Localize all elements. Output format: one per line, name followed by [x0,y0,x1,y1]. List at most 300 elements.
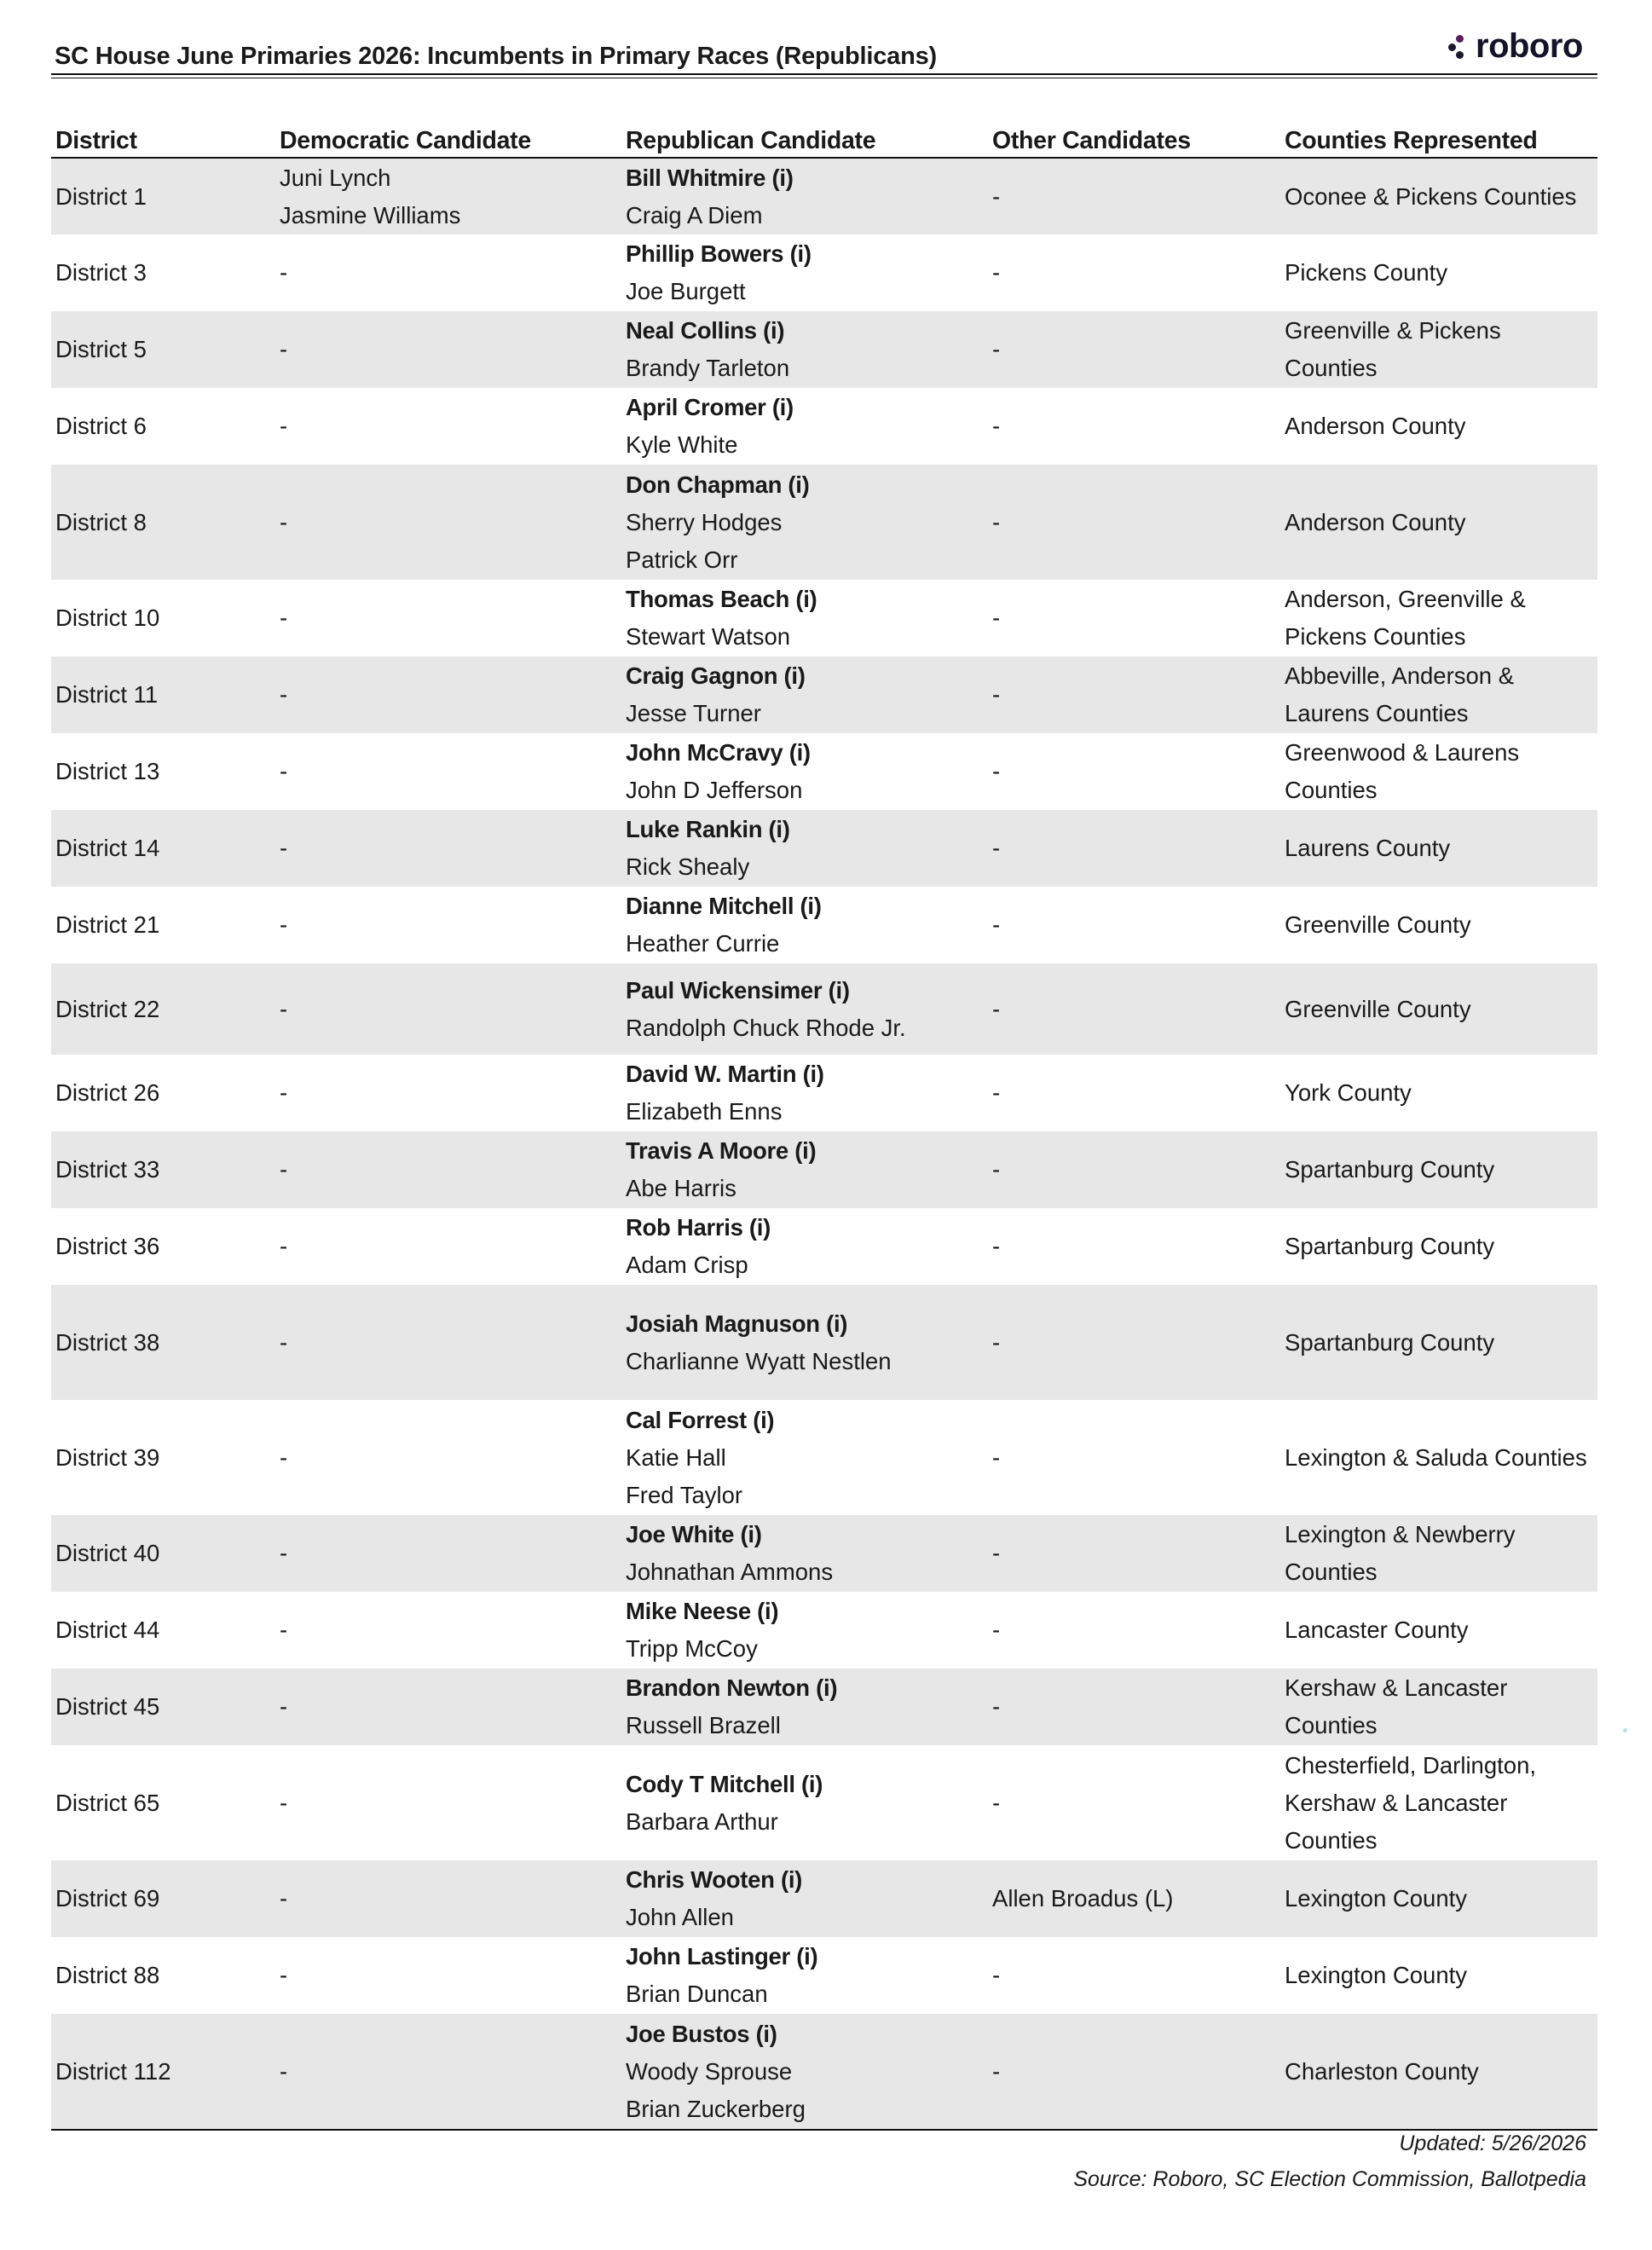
counties-cell [1280,465,1597,580]
district-label: District 1 [55,182,147,210]
primaries-table [51,119,1597,2131]
other-candidate: - [992,1617,1001,1643]
county-line: Oconee & Pickens Counties [1285,182,1577,210]
district-cell [51,887,275,963]
democratic-candidate: - [280,1693,288,1720]
democratic-cell [275,1400,621,1515]
republican-cell [621,1592,988,1669]
counties-cell [1280,1285,1597,1400]
democratic-candidate: Jasmine Williams [280,201,461,228]
republican-cell [621,465,988,580]
other-candidate: - [992,259,1001,286]
table-row [51,1515,1597,1592]
other-cell [988,465,1280,580]
other-cell [988,1860,1280,1937]
county-line: Lexington County [1285,1885,1468,1912]
democratic-candidate: - [280,835,288,861]
challenger-candidate: Jesse Turner [626,700,761,726]
counties-cell [1280,1745,1597,1860]
other-candidate: - [992,835,1001,861]
democratic-candidate: - [280,1885,288,1912]
district-label: District 13 [55,758,160,784]
other-candidate: - [992,1693,1001,1720]
district-cell [51,963,275,1055]
district-cell [51,1208,275,1285]
other-candidate: - [992,1443,1001,1471]
other-cell [988,963,1280,1055]
county-line: Lexington & Saluda Counties [1285,1443,1587,1471]
counties-cell [1280,1592,1597,1669]
incumbent-candidate: Luke Rankin (i) [626,816,790,842]
counties-cell [1280,311,1597,388]
counties-cell [1280,158,1597,234]
county-line: Counties [1285,1559,1378,1585]
county-line: Laurens County [1285,835,1451,861]
challenger-candidate: Joe Burgett [626,278,746,304]
challenger-candidate: Abe Harris [626,1175,736,1201]
district-cell [51,1055,275,1131]
county-line: Laurens Counties [1285,700,1469,726]
district-cell [51,1669,275,1745]
incumbent-candidate: John Lastinger (i) [626,1943,818,1969]
county-line: Counties [1285,1826,1378,1854]
incumbent-candidate: Neal Collins (i) [626,317,785,344]
counties-cell [1280,810,1597,887]
other-cell [988,2014,1280,2130]
other-cell [988,1669,1280,1745]
democratic-cell [275,1131,621,1208]
challenger-candidate: Craig A Diem [626,201,763,228]
incumbent-candidate: Paul Wickensimer (i) [626,976,850,1004]
republican-cell [621,1285,988,1400]
other-cell [988,234,1280,311]
table-row [51,1400,1597,1515]
challenger-candidate: Katie Hall [626,1443,726,1471]
counties-cell [1280,1937,1597,2014]
district-label: District 65 [55,1789,160,1816]
democratic-candidate: - [280,911,288,938]
updated-note: Updated: 5/26/2026 [1399,2131,1586,2155]
district-cell [51,656,275,733]
democratic-cell [275,1860,621,1937]
challenger-candidate: John D Jefferson [626,777,803,803]
other-candidate: - [992,681,1001,708]
republican-cell [621,1669,988,1745]
republican-cell [621,1745,988,1860]
col-header-democratic: Democratic Candidate [275,119,621,158]
county-line: Greenville County [1285,911,1471,938]
challenger-candidate: Charlianne Wyatt Nestlen [626,1347,892,1374]
district-label: District 69 [55,1885,160,1912]
counties-cell [1280,1515,1597,1592]
district-cell [51,580,275,656]
incumbent-candidate: Don Chapman (i) [626,471,810,498]
republican-cell [621,311,988,388]
republican-cell [621,1131,988,1208]
republican-cell [621,1400,988,1515]
democratic-cell [275,1745,621,1860]
incumbent-candidate: Craig Gagnon (i) [626,662,806,689]
table-row [51,158,1597,234]
challenger-candidate: Brandy Tarleton [626,355,790,381]
republican-cell [621,963,988,1055]
democratic-candidate: - [280,1443,288,1471]
district-label: District 11 [55,681,159,708]
democratic-cell [275,388,621,465]
other-cell [988,656,1280,733]
other-candidate: - [992,1156,1001,1183]
roboro-logo [1448,26,1583,67]
county-line: York County [1285,1079,1412,1106]
table-header-row [51,119,1597,158]
county-line: Lancaster County [1285,1617,1469,1643]
other-cell [988,1400,1280,1515]
republican-cell [621,656,988,733]
republican-cell [621,158,988,234]
republican-cell [621,2014,988,2130]
table-row [51,810,1597,887]
other-candidate: Allen Broadus (L) [992,1885,1174,1912]
challenger-candidate: Adam Crisp [626,1252,748,1278]
democratic-cell [275,580,621,656]
district-cell [51,1400,275,1515]
col-header-district: District [51,119,275,158]
incumbent-candidate: Phillip Bowers (i) [626,240,812,267]
district-cell [51,1592,275,1669]
democratic-candidate: Juni Lynch [280,164,391,191]
other-cell [988,1131,1280,1208]
challenger-candidate: Tripp McCoy [626,1635,758,1662]
county-line: Counties [1285,355,1378,381]
incumbent-candidate: Joe White (i) [626,1521,762,1547]
democratic-candidate: - [280,413,288,439]
other-cell [988,158,1280,234]
democratic-cell [275,234,621,311]
col-header-counties: Counties Represented [1280,119,1597,158]
county-line: Spartanburg County [1285,1233,1495,1259]
democratic-cell [275,963,621,1055]
democratic-cell [275,656,621,733]
democratic-candidate: - [280,1789,288,1816]
other-cell [988,1285,1280,1400]
district-label: District 10 [55,604,160,631]
democratic-cell [275,1592,621,1669]
counties-cell [1280,1400,1597,1515]
roboro-mark-icon [1448,33,1467,59]
logo-wordmark: roboro [1476,26,1583,65]
incumbent-candidate: Mike Neese (i) [626,1598,779,1624]
source-note: Source: Roboro, SC Election Commission, Ballotpedia [1073,2167,1586,2191]
district-label: District 33 [55,1156,160,1183]
district-cell [51,2014,275,2130]
county-line: Kershaw & Lancaster [1285,1674,1508,1701]
incumbent-candidate: David W. Martin (i) [626,1061,824,1087]
district-label: District 6 [55,413,147,439]
other-candidate: - [992,336,1001,362]
republican-cell [621,1208,988,1285]
district-cell [51,465,275,580]
county-line: Spartanburg County [1285,1156,1495,1183]
incumbent-candidate: Joe Bustos (i) [626,2020,777,2047]
table-row [51,656,1597,733]
county-line: Greenville & Pickens [1285,317,1501,344]
other-cell [988,887,1280,963]
democratic-candidate: - [280,1233,288,1259]
democratic-cell [275,158,621,234]
counties-cell [1280,580,1597,656]
district-cell [51,1745,275,1860]
challenger-candidate: John Allen [626,1904,734,1930]
incumbent-candidate: Josiah Magnuson (i) [626,1310,848,1337]
counties-cell [1280,234,1597,311]
col-header-republican: Republican Candidate [621,119,988,158]
democratic-cell [275,733,621,810]
democratic-cell [275,887,621,963]
challenger-candidate: Patrick Orr [626,546,738,573]
table-row [51,465,1597,580]
republican-cell [621,1515,988,1592]
district-label: District 88 [55,1962,160,1988]
counties-cell [1280,1860,1597,1937]
district-cell [51,388,275,465]
counties-cell [1280,1131,1597,1208]
challenger-candidate: Randolph Chuck Rhode Jr. [626,1014,906,1041]
district-cell [51,1285,275,1400]
other-candidate: - [992,1962,1001,1988]
republican-cell [621,1055,988,1131]
other-candidate: - [992,413,1001,439]
district-label: District 8 [55,508,147,535]
other-cell [988,388,1280,465]
county-line: Charleston County [1285,2057,1479,2085]
democratic-candidate: - [280,1156,288,1183]
district-label: District 21 [55,911,160,938]
district-cell [51,1860,275,1937]
democratic-candidate: - [280,604,288,631]
other-cell [988,311,1280,388]
incumbent-candidate: Rob Harris (i) [626,1214,771,1241]
challenger-candidate: Fred Taylor [626,1481,743,1508]
democratic-cell [275,1285,621,1400]
other-candidate: - [992,1540,1001,1566]
county-line: Chesterfield, Darlington, [1285,1751,1537,1779]
counties-cell [1280,656,1597,733]
challenger-candidate: Stewart Watson [626,623,791,650]
incumbent-candidate: Chris Wooten (i) [626,1866,803,1893]
other-candidate: - [992,604,1001,631]
other-cell [988,1055,1280,1131]
other-cell [988,1208,1280,1285]
republican-cell [621,580,988,656]
incumbent-candidate: April Cromer (i) [626,394,794,420]
other-cell [988,1745,1280,1860]
district-label: District 5 [55,336,147,362]
democratic-candidate: - [280,259,288,286]
democratic-candidate: - [280,681,288,708]
county-line: Pickens Counties [1285,623,1466,650]
district-cell [51,1131,275,1208]
county-line: Greenwood & Laurens [1285,739,1520,766]
counties-cell [1280,887,1597,963]
counties-cell [1280,963,1597,1055]
incumbent-candidate: Cal Forrest (i) [626,1406,775,1433]
other-candidate: - [992,1328,1001,1356]
other-cell [988,810,1280,887]
table-row [51,1592,1597,1669]
district-cell [51,1515,275,1592]
democratic-candidate: - [280,758,288,784]
stray-dot [1623,1728,1627,1732]
county-line: Counties [1285,1712,1378,1738]
challenger-candidate: Woody Sprouse [626,2057,793,2085]
district-label: District 36 [55,1233,160,1259]
democratic-candidate: - [280,1540,288,1566]
district-cell [51,1937,275,2014]
other-cell [988,1515,1280,1592]
democratic-candidate: - [280,1079,288,1106]
challenger-candidate: Brian Zuckerberg [626,2095,806,2122]
table-row [51,1860,1597,1937]
republican-cell [621,733,988,810]
democratic-candidate: - [280,336,288,362]
county-line: Lexington & Newberry [1285,1521,1516,1547]
table-row [51,388,1597,465]
other-candidate: - [992,2057,1001,2085]
democratic-candidate: - [280,995,288,1022]
challenger-candidate: Johnathan Ammons [626,1559,834,1585]
district-cell [51,234,275,311]
democratic-cell [275,1937,621,2014]
challenger-candidate: Elizabeth Enns [626,1098,783,1125]
district-label: District 45 [55,1693,160,1720]
republican-cell [621,1937,988,2014]
district-label: District 39 [55,1443,160,1471]
challenger-candidate: Russell Brazell [626,1712,781,1738]
table-row [51,1669,1597,1745]
district-label: District 26 [55,1079,160,1106]
challenger-candidate: Heather Currie [626,930,780,957]
table-row [51,1745,1597,1860]
other-cell [988,580,1280,656]
democratic-candidate: - [280,1617,288,1643]
incumbent-candidate: Travis A Moore (i) [626,1137,817,1164]
republican-cell [621,388,988,465]
table-row [51,234,1597,311]
county-line: Lexington County [1285,1962,1468,1988]
other-cell [988,733,1280,810]
counties-cell [1280,2014,1597,2130]
table-row [51,1208,1597,1285]
other-candidate: - [992,995,1001,1022]
democratic-cell [275,1669,621,1745]
table-row [51,580,1597,656]
republican-cell [621,234,988,311]
incumbent-candidate: Dianne Mitchell (i) [626,893,822,919]
col-header-other: Other Candidates [988,119,1280,158]
district-cell [51,810,275,887]
democratic-candidate: - [280,1328,288,1356]
democratic-cell [275,465,621,580]
district-cell [51,733,275,810]
county-line: Anderson County [1285,508,1466,535]
table-row [51,887,1597,963]
table-row [51,311,1597,388]
democratic-candidate: - [280,2057,288,2085]
democratic-cell [275,1515,621,1592]
other-cell [988,1592,1280,1669]
district-cell [51,158,275,234]
table-row [51,733,1597,810]
challenger-candidate: Kyle White [626,431,738,458]
table-row [51,2014,1597,2130]
table-row [51,1937,1597,2014]
county-line: Abbeville, Anderson & [1285,662,1515,689]
table-row [51,1131,1597,1208]
district-label: District 3 [55,259,147,286]
county-line: Kershaw & Lancaster [1285,1789,1508,1816]
democratic-cell [275,1208,621,1285]
county-line: Spartanburg County [1285,1328,1495,1356]
page-title: SC House June Primaries 2026: Incumbents in Primary Races (Republicans) [55,43,938,70]
democratic-cell [275,311,621,388]
county-line: Anderson County [1285,413,1466,439]
district-label: District 44 [55,1617,160,1643]
incumbent-candidate: Cody T Mitchell (i) [626,1770,823,1797]
table-row [51,963,1597,1055]
district-label: District 112 [55,2057,171,2085]
district-label: District 38 [55,1328,160,1356]
other-candidate: - [992,1233,1001,1259]
counties-cell [1280,1208,1597,1285]
counties-cell [1280,1055,1597,1131]
district-label: District 22 [55,995,160,1022]
district-label: District 40 [55,1540,160,1566]
democratic-cell [275,2014,621,2130]
other-candidate: - [992,911,1001,938]
other-candidate: - [992,182,1001,210]
republican-cell [621,887,988,963]
democratic-candidate: - [280,508,288,535]
incumbent-candidate: Thomas Beach (i) [626,586,817,612]
other-candidate: - [992,508,1001,535]
counties-cell [1280,1669,1597,1745]
county-line: Anderson, Greenville & [1285,586,1526,612]
republican-cell [621,810,988,887]
other-candidate: - [992,1079,1001,1106]
county-line: Pickens County [1285,259,1448,286]
county-line: Counties [1285,777,1378,803]
district-label: District 14 [55,835,160,861]
democratic-candidate: - [280,1962,288,1988]
democratic-cell [275,810,621,887]
district-cell [51,311,275,388]
challenger-candidate: Brian Duncan [626,1981,768,2007]
challenger-candidate: Sherry Hodges [626,508,783,535]
title-divider [51,73,1597,75]
incumbent-candidate: Bill Whitmire (i) [626,164,794,191]
county-line: Greenville County [1285,995,1471,1022]
table-row [51,1285,1597,1400]
incumbent-candidate: John McCravy (i) [626,739,811,766]
other-cell [988,1937,1280,2014]
republican-cell [621,1860,988,1937]
table-row [51,1055,1597,1131]
counties-cell [1280,733,1597,810]
challenger-candidate: Rick Shealy [626,853,750,880]
democratic-cell [275,1055,621,1131]
other-candidate: - [992,1789,1001,1816]
counties-cell [1280,388,1597,465]
